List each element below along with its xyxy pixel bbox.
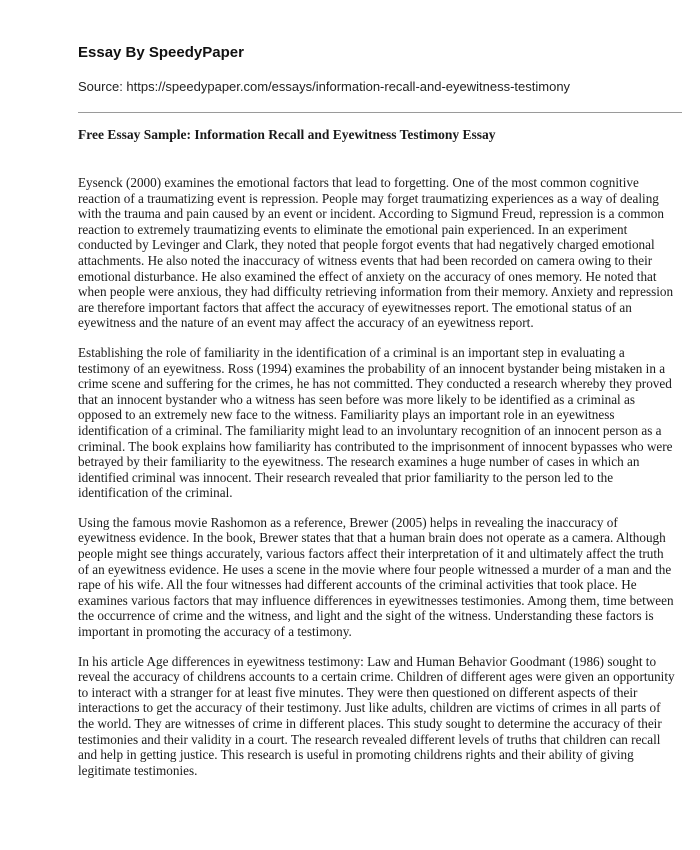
essay-paragraph: In his article Age differences in eyewitness testimony: Law and Human Behavior Goodmant (1986) sought to reveal the accuracy of childrens accounts to a certain crime. Children of different ages were given an opportunity to interact with a stranger for at least five minutes. They were then questioned on different aspects of their interactions to get the accuracy of their testimony. Just like adults, children are victims of crimes in all parts of the world. They are witnesses of crime in different places. This study sought to determine the accuracy of their testimonies and their validity in a court. The research revealed different levels of truths that children can recall and help in getting justice. This research is useful in promoting childrens rights and their ability of giving legitimate testimonies.	[78, 653, 675, 778]
document-page	[78, 36, 675, 792]
essay-heading: Free Essay Sample: Information Recall and Eyewitness Testimony Essay	[78, 127, 496, 142]
essay-paragraph: Eysenck (2000) examines the emotional factors that lead to forgetting. One of the most common cognitive reaction of a traumatizing event is repression. People may forget traumatizing experiences as a way of dealing with the trauma and pain caused by an event or incident. According to Sigmund Freud, repression is a common reaction to extremely traumatizing events to eliminate the emotional pain experienced. In an experiment conducted by Levinger and Clark, they noted that people forgot events that had negatively charged emotional attachments. He also noted the inaccuracy of witness events that had been recorded on camera owing to their emotional disturbance. He also examined the effect of anxiety on the accuracy of ones memory. He noted that when people were anxious, they had difficulty retrieving information from their memory. Anxiety and repression are therefore important factors that affect the accuracy of eyewitnesses report. The emotional status of an eyewitness and the nature of an event may affect the accuracy of an eyewitness report.	[78, 175, 674, 331]
essay-paragraph: Establishing the role of familiarity in the identification of a criminal is an important step in evaluating a testimony of an eyewitness. Ross (1994) examines the probability of an innocent bystander being mistaken in a crime scene and suffering for the crimes, he has not committed. They conducted a research whereby they proved that an innocent bystander who a witness has seen before was more likely to be identified as a criminal as opposed to an extremely new face to the witness. Familiarity plays an important role in an eyewitness identification of a criminal. The familiarity might lead to an involuntary recognition of an innocent person as a criminal. The book explains how familiarity has contributed to the imprisonment of innocent bypasses who were betrayed by their familiarity to the eyewitness. The research examines a huge number of cases in which an identified criminal was innocent. Their research revealed that prior familiarity to the person led to the identification of the criminal.	[78, 344, 673, 501]
document-title: Essay By SpeedyPaper	[78, 44, 244, 61]
source-line: Source: https://speedypaper.com/essays/information-recall-and-eyewitness-testimony	[78, 79, 571, 94]
header-divider	[78, 112, 682, 113]
essay-paragraph: Using the famous movie Rashomon as a reference, Brewer (2005) helps in revealing the inaccuracy of eyewitness evidence. In the book, Brewer states that that a human brain does not operate as a camera. Although people might see things accurately, various factors affect their interpretation of it and ultimately affect the truth of an eyewitness evidence. He uses a scene in the movie where four people witnessed a murder of a man and the rape of his wife. All the four witnesses had different accounts of the criminal activities that took place. He examines various factors that may influence differences in eyewitnesses testimonies. Among them, time between the occurrence of crime and the witness, and light and the sight of the witness. Understanding these factors is important in promoting the accuracy of a testimony.	[78, 514, 674, 640]
